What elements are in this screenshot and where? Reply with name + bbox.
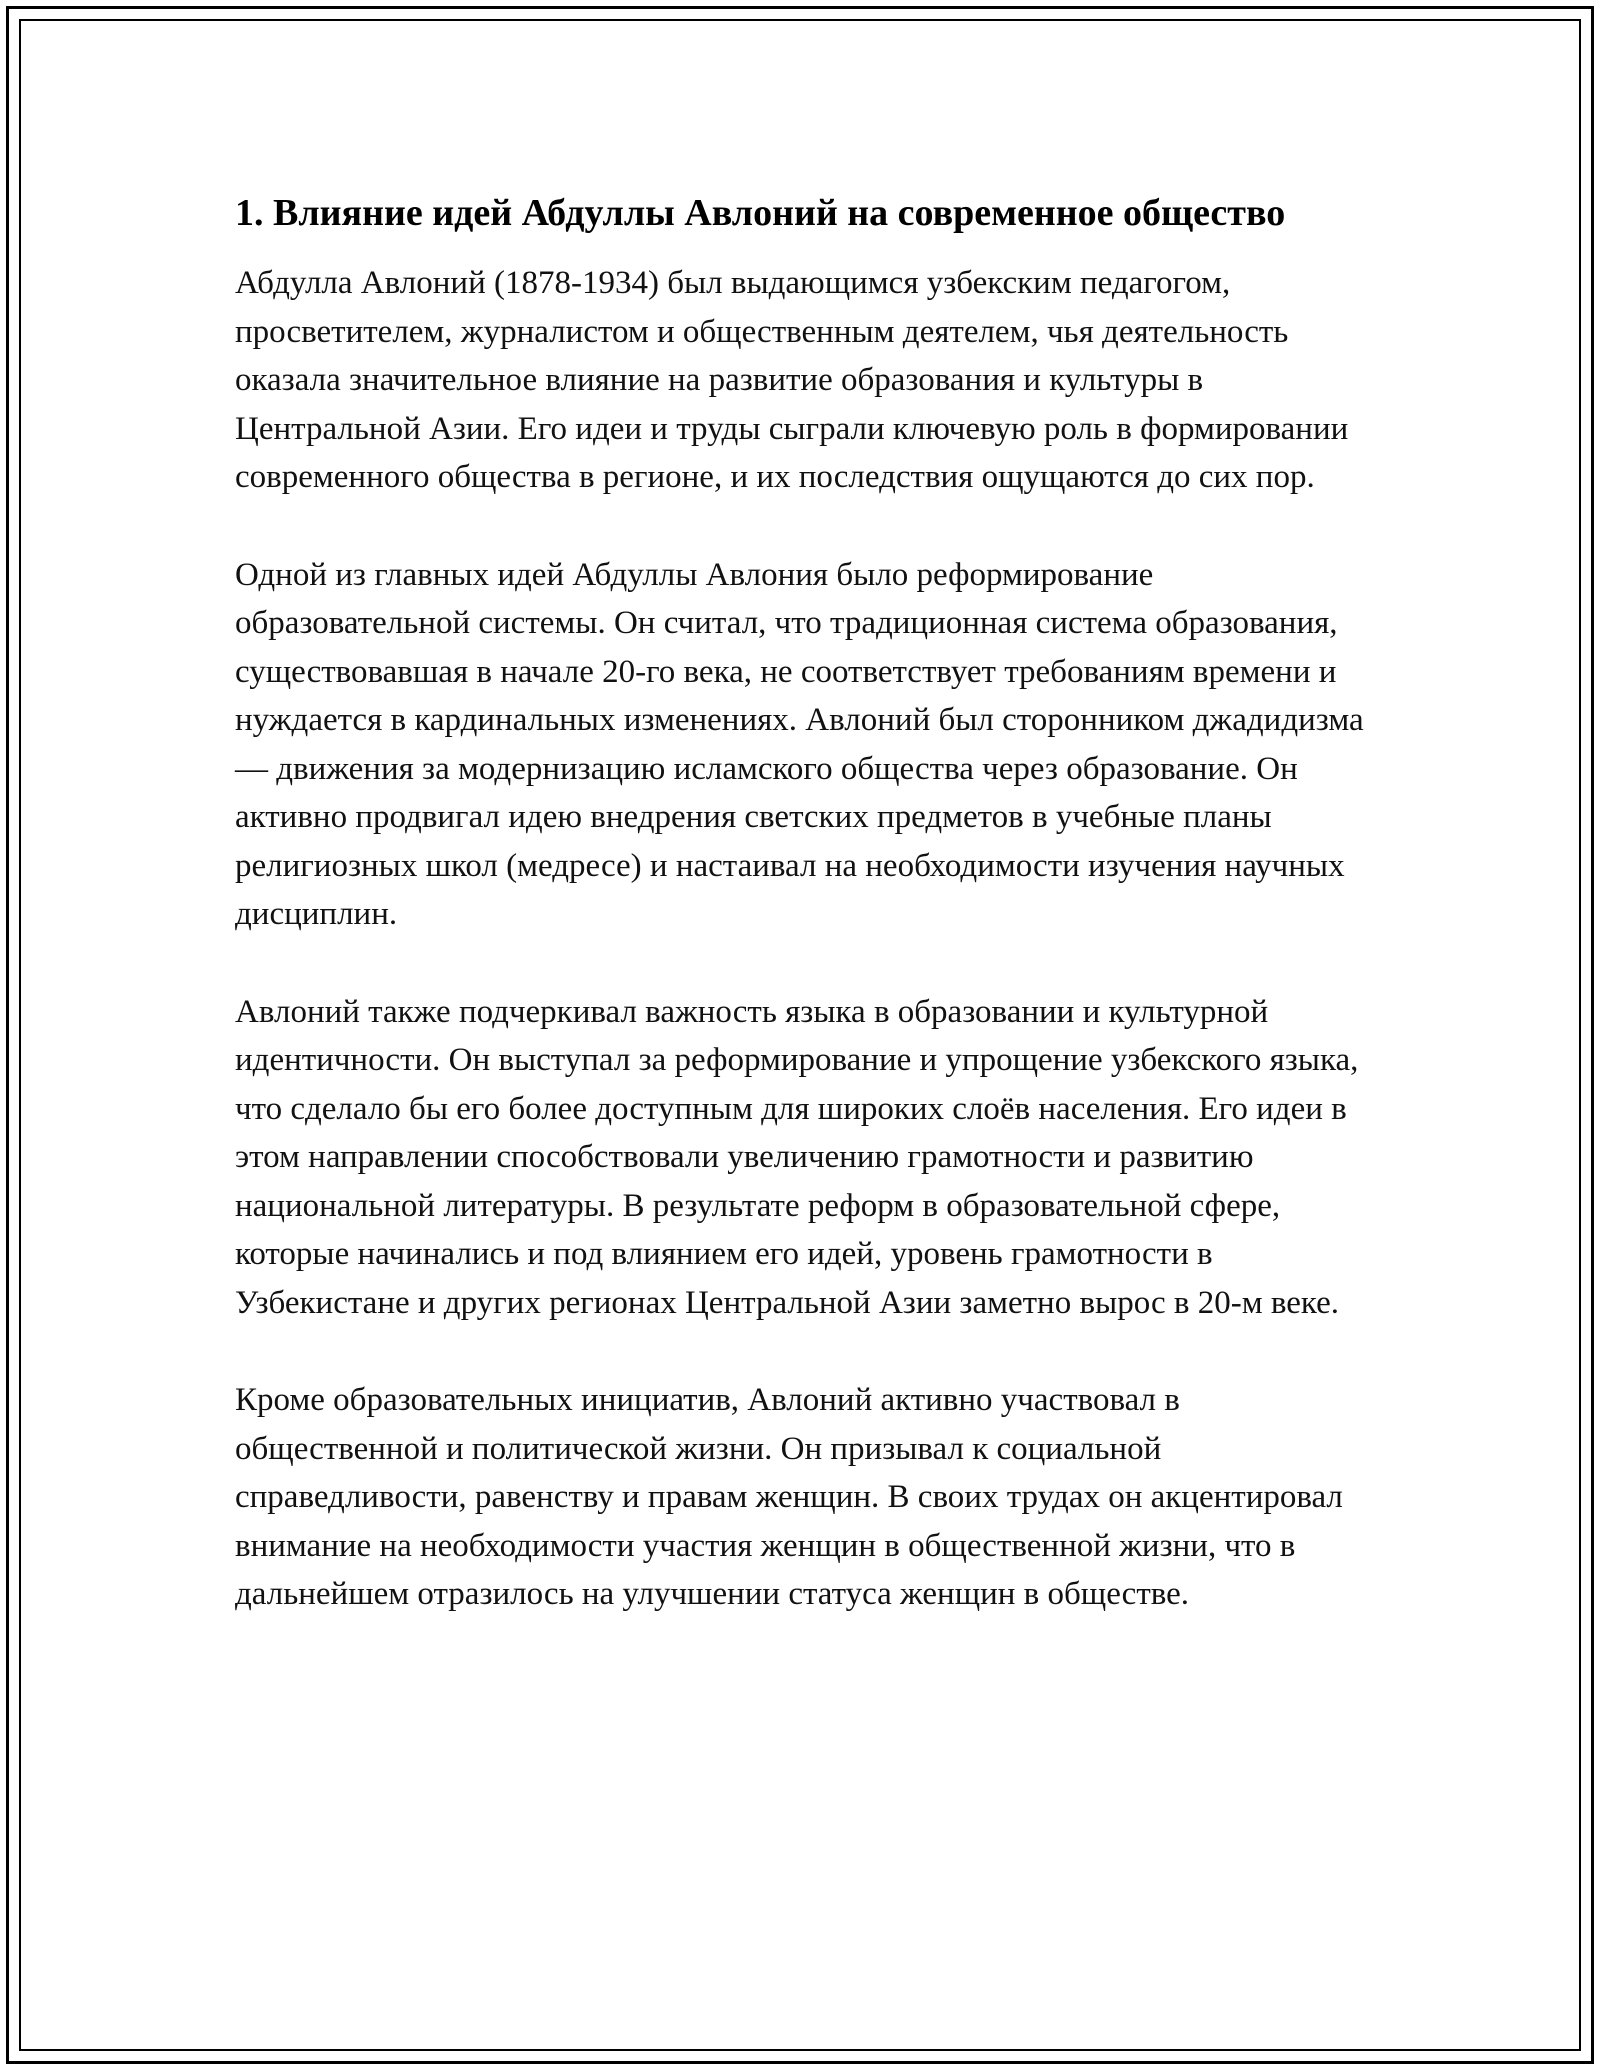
section-heading: 1. Влияние идей Абдуллы Авлоний на современное общество [235,192,1286,234]
paragraph-4: Кроме образовательных инициатив, Авлоний активно участвовал в общественной и политической жизни. Он призывал к социальной справедливости, равенству и правам женщин. В своих трудах он акцентировал внимание на необходимости участия женщин в общественной жизни, что в дальнейшем отразилось на улучшении статуса женщин в обществе. [235,1382,1343,1612]
document-body [235,186,1370,1668]
paragraph-2: Одной из главных идей Абдуллы Авлония было реформирование образовательной системы. Он считал, что традиционная система образования, существовавшая в начале 20-го века, не соответствует требованиям времени и нуждается в кардинальных изменениях. Авлоний был сторонником джадидизма — движения за модернизацию исламского общества через образование. Он активно продвигал идею внедрения светских предметов в учебные планы религиозных школ (медресе) и настаивал на необходимости изучения научных дисциплин. [235,556,1364,932]
paragraph-1: Абдулла Авлоний (1878-1934) был выдающимся узбекским педагогом, просветителем, журналистом и общественным деятелем, чья деятельность оказала значительное влияние на развитие образования и культуры в Центральной Азии. Его идеи и труды сыграли ключевую роль в формировании современного общества в регионе, и их последствия ощущаются до сих пор. [235,265,1349,495]
paragraph-3: Авлоний также подчеркивал важность языка в образовании и культурной идентичности. Он выступал за реформирование и упрощение узбекского языка, что сделало бы его более доступным для широких слоёв населения. Его идеи в этом направлении способствовали увеличению грамотности и развитию национальной литературы. В результате реформ в образовательной сфере, которые начинались и под влиянием его идей, уровень грамотности в Узбекистане и других регионах Центральной Азии заметно вырос в 20-м веке. [235,993,1359,1321]
